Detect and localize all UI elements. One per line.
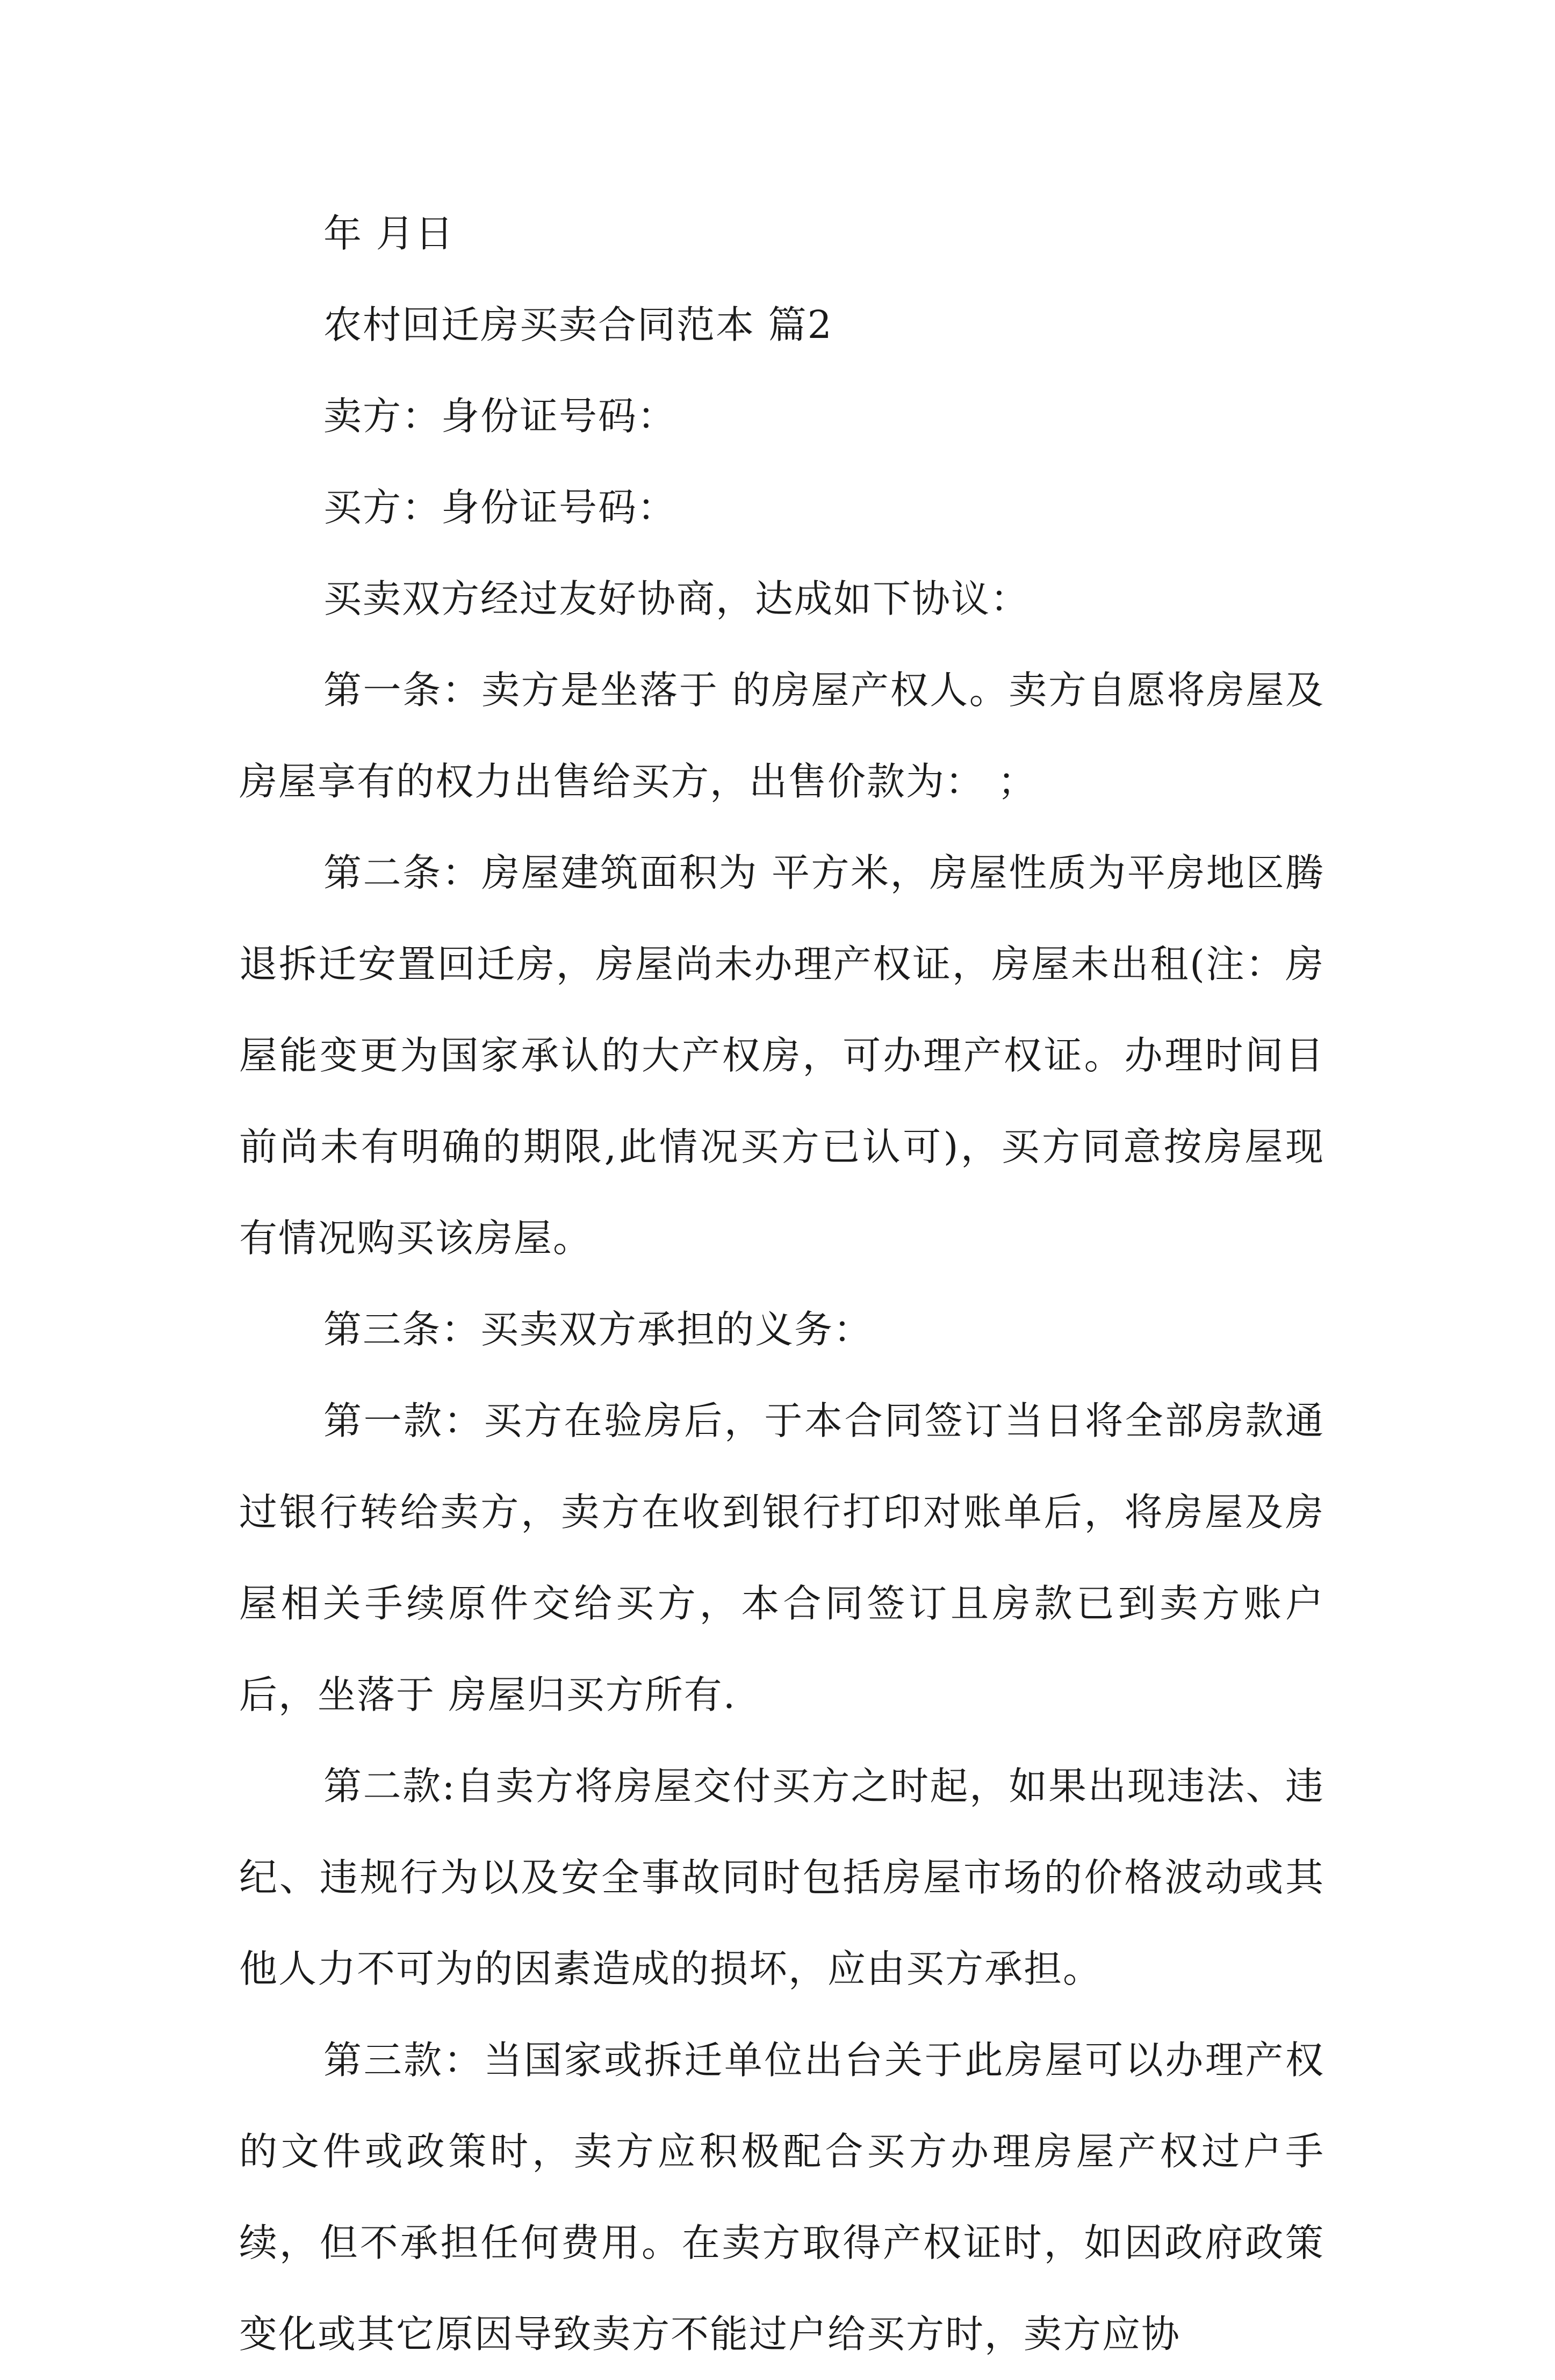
article-2: 第二条：房屋建筑面积为 平方米，房屋性质为平房地区腾退拆迁安置回迁房，房屋尚未办理产权证，房屋未出租(注：房屋能变更为国家承认的大产权房，可办理产权证。办理时间目前尚未有明确的期限,此情况买方已认可)，买方同意按房屋现有情况购买该房屋。 — [239, 850, 1324, 1260]
clause-1: 第一款：买方在验房后，于本合同签订当日将全部房款通过银行转给卖方，卖方在收到银行打印对账单后，将房屋及房屋相关手续原件交给买方，本合同签订且房款已到卖方账户后，坐落于 房屋归买方所有. — [239, 1398, 1324, 1717]
seller-line: 卖方：身份证号码： — [323, 394, 677, 438]
article-3-heading: 第三条：买卖双方承担的义务： — [323, 1307, 873, 1352]
buyer-line: 买方：身份证号码： — [323, 485, 677, 530]
date-line: 年 月日 — [323, 211, 455, 256]
agreement-intro: 买卖双方经过友好协商，达成如下协议： — [323, 576, 1030, 621]
article-1: 第一条：卖方是坐落于 的房屋产权人。卖方自愿将房屋及房屋享有的权力出售给买方，出售价款为： ； — [239, 668, 1324, 804]
clause-3: 第三款：当国家或拆迁单位出台关于此房屋可以办理产权的文件或政策时，卖方应积极配合买方办理房屋产权过户手续，但不承担任何费用。在卖方取得产权证时，如因政府政策变化或其它原因导致卖方不能过户给买方时，卖方应协 — [239, 2038, 1324, 2356]
section-title: 农村回迁房买卖合同范本 篇2 — [323, 302, 833, 347]
clause-2: 第二款:自卖方将房屋交付买方之时起，如果出现违法、违纪、违规行为以及安全事故同时包括房屋市场的价格波动或其他人力不可为的因素造成的损坏，应由买方承担。 — [239, 1764, 1324, 1991]
document-body — [239, 188, 1324, 2380]
